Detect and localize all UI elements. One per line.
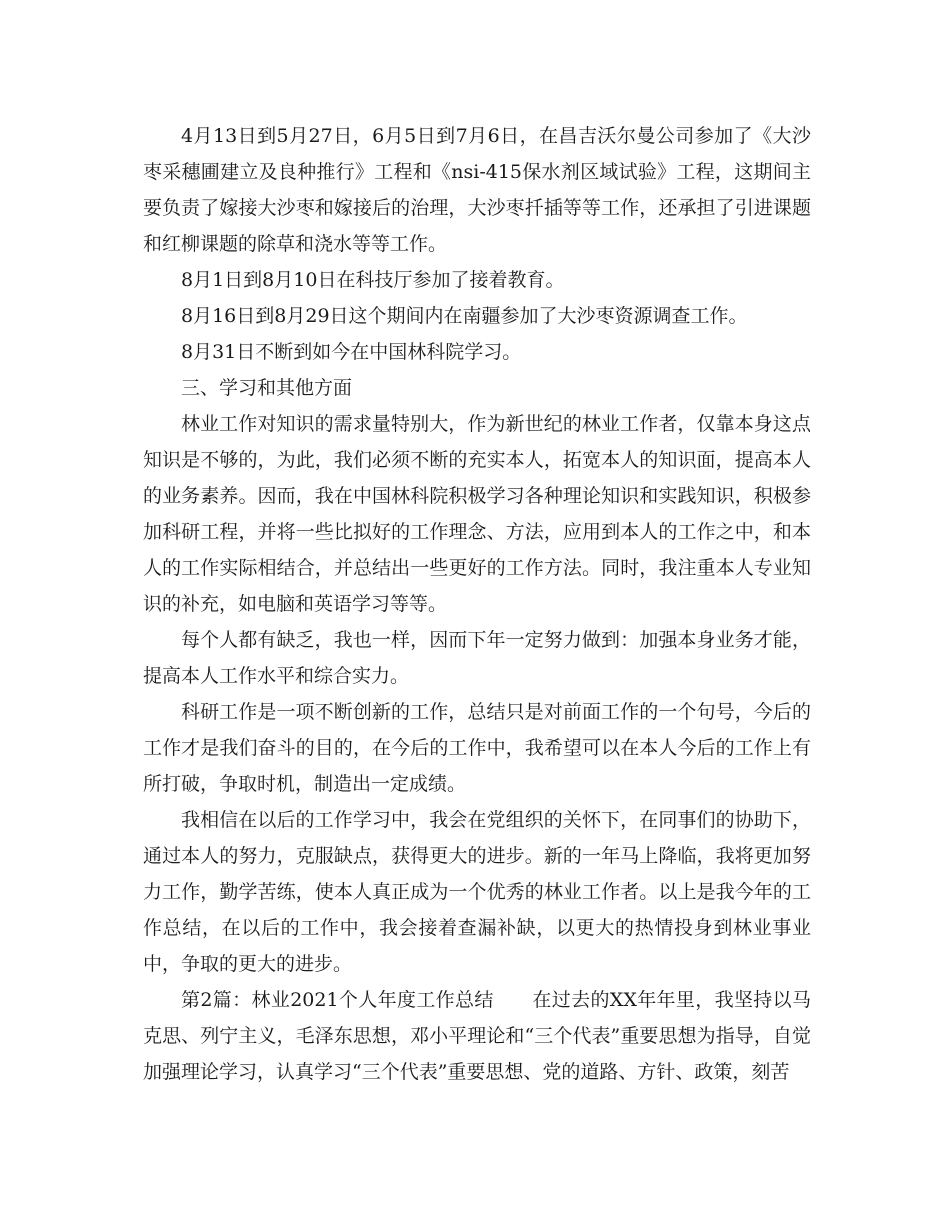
document-body <box>143 118 811 1090</box>
paragraph-research-innovation: 科研工作是一项不断创新的工作，总结只是对前面工作的一个句号，今后的工作才是我们奋斗的目的，在今后的工作中，我希望可以在本人今后的工作上有所打破，争取时机，制造出一定成绩。 <box>143 701 811 795</box>
paragraph-south-xinjiang-survey: 8月16日到8月29日这个期间内在南疆参加了大沙枣资源调查工作。 <box>181 305 748 327</box>
paragraph-shortcomings: 每个人都有缺乏，我也一样，因而下年一定努力做到：加强本身业务才能，提高本人工作水平和综合实力。 <box>143 629 811 687</box>
paragraph-article-2: 第2篇：林业2021个人年度工作总结 在过去的XX年年里，我坚持以马克思、列宁主义，毛泽东思想，邓小平理论和“三个代表”重要思想为指导，自觉加强理论学习，认真学习“三个代表”重要思想、党的道路、方针、政策，刻苦 <box>143 989 811 1083</box>
paragraph-knowledge: 林业工作对知识的需求量特别大，作为新世纪的林业工作者，仅靠本身这点知识是不够的，为此，我们必须不断的充实本人，拓宽本人的知识面，提高本人的业务素养。因而，我在中国林科院积极学习各种理论知识和实践知识，积极参加科研工程，并将一些比拟好的工作理念、方法，应用到本人的工作之中，和本人的工作实际相结合，并总结出一些更好的工作方法。同时，我注重本人专业知识的补充，如电脑和英语学习等等。 <box>143 413 811 615</box>
paragraph-continuing-education: 8月1日到8月10日在科技厅参加了接着教育。 <box>181 269 565 291</box>
paragraph-academy-study: 8月31日不断到如今在中国林科院学习。 <box>181 341 522 363</box>
paragraph-work-schedule: 4月13日到5月27日，6月5日到7月6日，在昌吉沃尔曼公司参加了《大沙枣采穗圃建立及良种推行》工程和《nsi-415保水剂区域试验》工程，这期间主要负责了嫁接大沙枣和嫁接后的治理，大沙枣扦插等等工作，还承担了引进课题和红柳课题的除草和浇水等等工作。 <box>143 125 811 255</box>
paragraph-future-progress: 我相信在以后的工作学习中，我会在党组织的关怀下，在同事们的协助下，通过本人的努力，克服缺点，获得更大的进步。新的一年马上降临，我将更加努力工作，勤学苦练，使本人真正成为一个优秀的林业工作者。以上是我今年的工作总结，在以后的工作中，我会接着查漏补缺，以更大的热情投身到林业事业中，争取的更大的进步。 <box>143 809 811 975</box>
section-heading-study: 三、学习和其他方面 <box>181 377 353 399</box>
